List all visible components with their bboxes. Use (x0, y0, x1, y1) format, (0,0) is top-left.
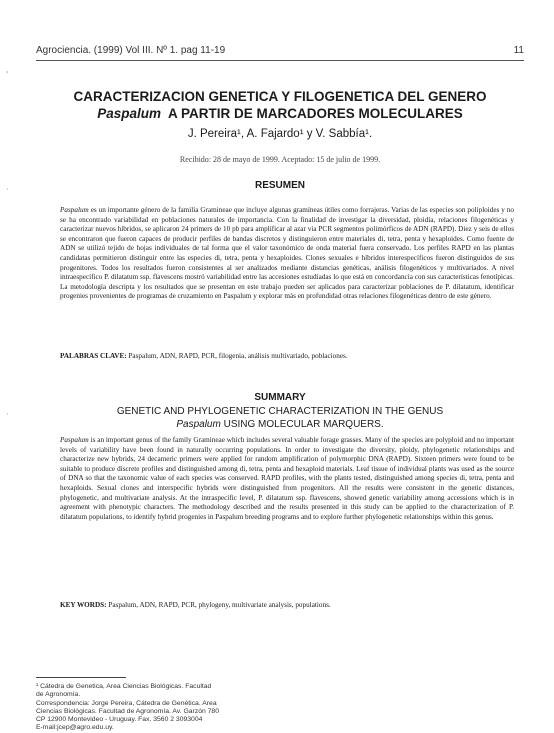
title-line-1: CARACTERIZACION GENETICA Y FILOGENETICA DEL GENERO (73, 89, 487, 104)
resumen-genus: Paspalum (60, 206, 89, 214)
scan-margin-mark: ' (6, 70, 9, 79)
key-words-label: KEY WORDS: (60, 601, 107, 609)
author-list: J. Pereira¹, A. Fajardo¹ y V. Sabbía¹. (187, 128, 373, 140)
key-words (60, 601, 514, 611)
received-accepted-dates: Recibido: 28 de mayo de 1999. Aceptado: 15 de julio de 1999. (179, 155, 381, 164)
resumen-text: es un importante género de la familia Gramineae que incluye algunas gramíneas útiles como forrajeras. Varias de las especies son poliploides y no se ha encontrado variabilidad en poblaciones naturales de importancia. Con la finalidad de investigar la diversidad, ploidía, relaciones filogenéticas y caracterizar nuevos híbridos, se aplicaron 24 primers de 10 pb para amplificar al azar via PCR segmentos polimórficos de ADN (RAPD). Diez y seis de ellos se encontraron que fueron capaces de producir perfiles de bandas discretos y distinguieron entre materiales di, tetra, penta y hexaploides. Como fuente de ADN se utilizó tejido de hojas individuales de tal forma que el valor taxonómico de onda material fuera conservado. Los perfiles RAPD en las plantas candidatas permitieron distinguir entre las especies di, tetra, penta y hexaploides. Clones sexuales e híbridos interespecíficos fueron distinguidos de sus progenitores. Todos los resultados fueron consistentes al ser analizados mediante distancias genéticas, análisis filogenéticos y multivariados. A nivel intraespecífico P. dilatatum ssp. flavescens mostró variabilidad entre las accesiones estudiadas lo que está en concordancia con sus características fenotípicas. La metodología descripta y los resultados que se presentan en este trabajo pueden ser aplicados para caracterizar poblaciones de P. dilatatum, identificar progenies provenientes de programas de cruzamiento en Paspalum y explorar más en profundidad otras relaciones filogenéticas dentro de este género. (60, 206, 514, 301)
scan-margin-mark: · (6, 410, 9, 419)
footnote-rule (36, 677, 126, 678)
title-line-2-rest: A PARTIR DE MARCADORES MOLECULARES (168, 106, 463, 121)
summary-subtitle-line-1: GENETIC AND PHYLOGENETIC CHARACTERIZATION IN THE GENUS (116, 406, 444, 417)
palabras-clave (60, 352, 514, 362)
summary-subtitle-line-2 (36, 418, 524, 431)
footnote-line: Ciencias Biológicas. Facultad de Agronomía. Av. Garzón 780 (36, 707, 219, 715)
journal-citation: Agrociencia. (1999) Vol III. Nº 1. pag 11-19 (36, 45, 226, 56)
footnote-line: CP 12900 Montevideo - Uruguay. Fax. 3560 2 3093004 (36, 716, 203, 724)
page-number: 11 (513, 45, 524, 56)
summary-body (60, 436, 514, 522)
footnote-line: ¹ Cátedra de Genetica, Area Ciencias Biológicas. Facultad (36, 683, 212, 690)
title-genus: Paspalum (97, 106, 161, 121)
footnote-email: E-mail:jcep@agro.edu.uy. (36, 724, 114, 732)
header-rule (36, 60, 524, 61)
palabras-clave-list: Paspalum, ADN, RAPD, PCR, filogenia, análisis multivariado, poblaciones. (128, 352, 348, 360)
summary-subtitle-genus: Paspalum (176, 419, 221, 430)
footnotes (36, 683, 296, 733)
summary-heading: SUMMARY (254, 392, 306, 403)
running-header (36, 45, 524, 56)
palabras-clave-label: PALABRAS CLAVE: (60, 352, 127, 360)
paper-title (36, 88, 524, 122)
summary-text: is an important genus of the family Gramineae which includes several valuable forage grasses. Many of the species are polyploid and no important levels of variability have been found in naturally occurring populations. In order to investigate the diversity, ploidy, phylogenetic relationships and characterize new hybrids, 24 decameric primers were applied for random amplification of polymorphic DNA (RAPD). Sixteen primers were found to be suitable to produce discrete profiles and distinguished among di, tetra, penta and hexaploid materials. Leaf tissue of individual plants was used as the source of DNA so that the taxonomic value of each species was conserved. RAPD profiles, with the plants tested, distinguished among species di, tetra, penta and hexaploids. Sexual clones and interspecific hybrids were distinguished from progenitors. All the results were consistent in the genetic distances, phylogenetic, and multivariate analysis. At the intraspecific level, P. dilatatum ssp. flavescens, showed genetic variability among accessions which is in agreement with phenotypic characters. The methodology described and the results presented in this study can be applied to the characterization of P. dilatatum populations, to identify hybrid progenies in Paspalum breeding programs and to explore further phylogenetic relationships within this genus. (60, 436, 515, 521)
summary-subtitle (36, 405, 524, 431)
footnote-line: de Agronomía. (36, 691, 81, 699)
resumen-body (60, 206, 514, 302)
title-line-2 (36, 105, 524, 122)
resumen-heading: RESUMEN (254, 180, 305, 191)
key-words-list: Paspalum, ADN, RAPD, PCR, phylogeny, multivariate analysis, populations. (108, 601, 331, 609)
scan-margin-mark: · (6, 185, 9, 194)
summary-genus: Paspalum (60, 436, 89, 444)
summary-subtitle-rest: USING MOLECULAR MARQUERS. (223, 419, 384, 430)
footnote-line: Correspondencia: Jorge Pereira, Cátedra de Genética. Area (36, 699, 217, 707)
